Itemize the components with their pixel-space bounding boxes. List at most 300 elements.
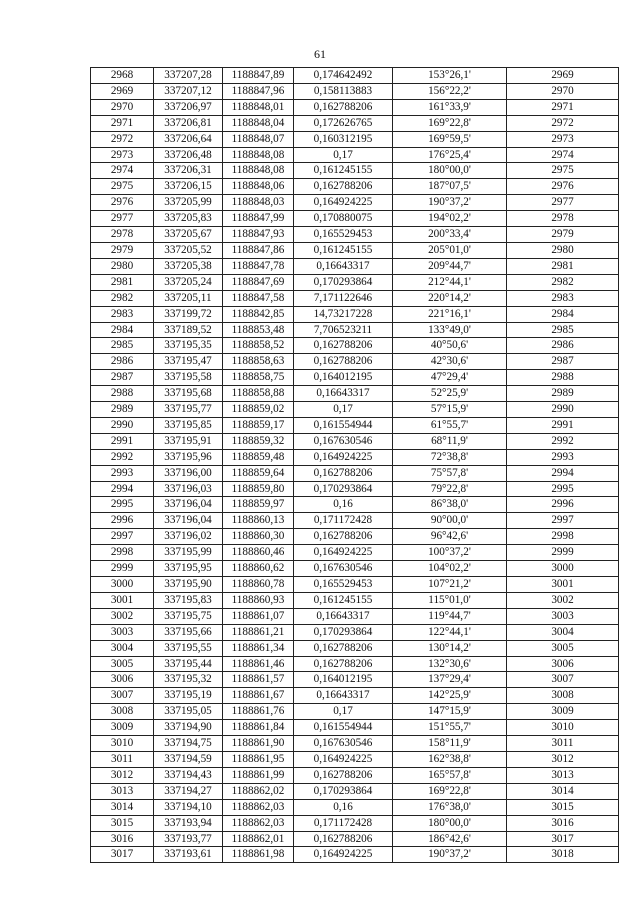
distance-cell: 0,162788206 bbox=[294, 338, 393, 354]
direction-angle-cell: 122°44,1' bbox=[393, 624, 507, 640]
x-coordinate-cell: 337195,95 bbox=[154, 561, 223, 577]
y-coordinate-cell: 1188847,69 bbox=[223, 274, 294, 290]
distance-cell: 0,171172428 bbox=[294, 513, 393, 529]
next-point-cell: 2977 bbox=[507, 195, 619, 211]
table-row bbox=[91, 179, 619, 195]
distance-cell: 7,171122646 bbox=[294, 290, 393, 306]
x-coordinate-cell: 337207,12 bbox=[154, 83, 223, 99]
table-row bbox=[91, 656, 619, 672]
distance-cell: 0,17 bbox=[294, 704, 393, 720]
direction-angle-cell: 147°15,9' bbox=[393, 704, 507, 720]
x-coordinate-cell: 337199,72 bbox=[154, 306, 223, 322]
distance-cell: 0,164924225 bbox=[294, 449, 393, 465]
x-coordinate-cell: 337206,97 bbox=[154, 99, 223, 115]
x-coordinate-cell: 337196,03 bbox=[154, 481, 223, 497]
x-coordinate-cell: 337195,44 bbox=[154, 656, 223, 672]
x-coordinate-cell: 337195,91 bbox=[154, 433, 223, 449]
distance-cell: 7,706523211 bbox=[294, 322, 393, 338]
point-number-cell: 2985 bbox=[91, 338, 154, 354]
y-coordinate-cell: 1188853,48 bbox=[223, 322, 294, 338]
next-point-cell: 2978 bbox=[507, 211, 619, 227]
next-point-cell: 2984 bbox=[507, 306, 619, 322]
point-number-cell: 2995 bbox=[91, 497, 154, 513]
x-coordinate-cell: 337206,64 bbox=[154, 131, 223, 147]
direction-angle-cell: 162°38,8' bbox=[393, 751, 507, 767]
next-point-cell: 2994 bbox=[507, 465, 619, 481]
distance-cell: 0,164012195 bbox=[294, 672, 393, 688]
next-point-cell: 2980 bbox=[507, 242, 619, 258]
y-coordinate-cell: 1188861,34 bbox=[223, 640, 294, 656]
next-point-cell: 3009 bbox=[507, 704, 619, 720]
table-row bbox=[91, 672, 619, 688]
table-row bbox=[91, 322, 619, 338]
point-number-cell: 2989 bbox=[91, 402, 154, 418]
x-coordinate-cell: 337205,99 bbox=[154, 195, 223, 211]
distance-cell: 0,167630546 bbox=[294, 433, 393, 449]
table-row bbox=[91, 704, 619, 720]
direction-angle-cell: 190°37,2' bbox=[393, 847, 507, 863]
y-coordinate-cell: 1188860,62 bbox=[223, 561, 294, 577]
table-row bbox=[91, 306, 619, 322]
y-coordinate-cell: 1188847,78 bbox=[223, 258, 294, 274]
x-coordinate-cell: 337194,27 bbox=[154, 783, 223, 799]
direction-angle-cell: 72°38,8' bbox=[393, 449, 507, 465]
y-coordinate-cell: 1188860,93 bbox=[223, 592, 294, 608]
table-row bbox=[91, 561, 619, 577]
point-number-cell: 2970 bbox=[91, 99, 154, 115]
point-number-cell: 2981 bbox=[91, 274, 154, 290]
y-coordinate-cell: 1188862,03 bbox=[223, 815, 294, 831]
distance-cell: 0,162788206 bbox=[294, 465, 393, 481]
next-point-cell: 2983 bbox=[507, 290, 619, 306]
table-row bbox=[91, 338, 619, 354]
next-point-cell: 2993 bbox=[507, 449, 619, 465]
distance-cell: 0,161554944 bbox=[294, 417, 393, 433]
distance-cell: 0,17 bbox=[294, 147, 393, 163]
x-coordinate-cell: 337195,68 bbox=[154, 386, 223, 402]
next-point-cell: 2969 bbox=[507, 68, 619, 84]
y-coordinate-cell: 1188858,88 bbox=[223, 386, 294, 402]
distance-cell: 0,164924225 bbox=[294, 195, 393, 211]
y-coordinate-cell: 1188848,06 bbox=[223, 179, 294, 195]
y-coordinate-cell: 1188860,13 bbox=[223, 513, 294, 529]
table-row bbox=[91, 417, 619, 433]
y-coordinate-cell: 1188861,98 bbox=[223, 847, 294, 863]
distance-cell: 0,162788206 bbox=[294, 831, 393, 847]
point-number-cell: 3011 bbox=[91, 751, 154, 767]
distance-cell: 0,162788206 bbox=[294, 656, 393, 672]
y-coordinate-cell: 1188859,64 bbox=[223, 465, 294, 481]
direction-angle-cell: 86°38,0' bbox=[393, 497, 507, 513]
next-point-cell: 3018 bbox=[507, 847, 619, 863]
direction-angle-cell: 137°29,4' bbox=[393, 672, 507, 688]
direction-angle-cell: 47°29,4' bbox=[393, 370, 507, 386]
y-coordinate-cell: 1188861,67 bbox=[223, 688, 294, 704]
table-row bbox=[91, 274, 619, 290]
point-number-cell: 2968 bbox=[91, 68, 154, 84]
point-number-cell: 3002 bbox=[91, 608, 154, 624]
next-point-cell: 3001 bbox=[507, 577, 619, 593]
y-coordinate-cell: 1188860,46 bbox=[223, 545, 294, 561]
distance-cell: 0,172626765 bbox=[294, 115, 393, 131]
table-row bbox=[91, 290, 619, 306]
point-number-cell: 3010 bbox=[91, 736, 154, 752]
direction-angle-cell: 75°57,8' bbox=[393, 465, 507, 481]
direction-angle-cell: 200°33,4' bbox=[393, 227, 507, 243]
table-row bbox=[91, 497, 619, 513]
x-coordinate-cell: 337196,02 bbox=[154, 529, 223, 545]
point-number-cell: 2982 bbox=[91, 290, 154, 306]
distance-cell: 0,165529453 bbox=[294, 577, 393, 593]
next-point-cell: 2979 bbox=[507, 227, 619, 243]
y-coordinate-cell: 1188862,01 bbox=[223, 831, 294, 847]
distance-cell: 0,167630546 bbox=[294, 736, 393, 752]
direction-angle-cell: 209°44,7' bbox=[393, 258, 507, 274]
point-number-cell: 3012 bbox=[91, 767, 154, 783]
direction-angle-cell: 52°25,9' bbox=[393, 386, 507, 402]
next-point-cell: 2986 bbox=[507, 338, 619, 354]
table-row bbox=[91, 783, 619, 799]
point-number-cell: 2990 bbox=[91, 417, 154, 433]
y-coordinate-cell: 1188859,97 bbox=[223, 497, 294, 513]
x-coordinate-cell: 337193,77 bbox=[154, 831, 223, 847]
point-number-cell: 3003 bbox=[91, 624, 154, 640]
x-coordinate-cell: 337205,24 bbox=[154, 274, 223, 290]
x-coordinate-cell: 337196,00 bbox=[154, 465, 223, 481]
direction-angle-cell: 151°55,7' bbox=[393, 720, 507, 736]
point-number-cell: 2997 bbox=[91, 529, 154, 545]
page-number: 61 bbox=[314, 47, 326, 61]
x-coordinate-cell: 337205,52 bbox=[154, 242, 223, 258]
y-coordinate-cell: 1188859,02 bbox=[223, 402, 294, 418]
x-coordinate-cell: 337196,04 bbox=[154, 513, 223, 529]
x-coordinate-cell: 337194,75 bbox=[154, 736, 223, 752]
next-point-cell: 3003 bbox=[507, 608, 619, 624]
direction-angle-cell: 42°30,6' bbox=[393, 354, 507, 370]
distance-cell: 0,16643317 bbox=[294, 258, 393, 274]
table-row bbox=[91, 68, 619, 84]
y-coordinate-cell: 1188848,07 bbox=[223, 131, 294, 147]
point-number-cell: 2976 bbox=[91, 195, 154, 211]
direction-angle-cell: 161°33,9' bbox=[393, 99, 507, 115]
distance-cell: 0,16643317 bbox=[294, 688, 393, 704]
y-coordinate-cell: 1188842,85 bbox=[223, 306, 294, 322]
distance-cell: 0,16 bbox=[294, 799, 393, 815]
y-coordinate-cell: 1188859,80 bbox=[223, 481, 294, 497]
table-row bbox=[91, 529, 619, 545]
next-point-cell: 3013 bbox=[507, 767, 619, 783]
table-row bbox=[91, 195, 619, 211]
distance-cell: 0,161245155 bbox=[294, 592, 393, 608]
next-point-cell: 3002 bbox=[507, 592, 619, 608]
distance-cell: 0,170293864 bbox=[294, 624, 393, 640]
y-coordinate-cell: 1188858,75 bbox=[223, 370, 294, 386]
direction-angle-cell: 180°00,0' bbox=[393, 815, 507, 831]
point-number-cell: 3015 bbox=[91, 815, 154, 831]
x-coordinate-cell: 337195,90 bbox=[154, 577, 223, 593]
next-point-cell: 2992 bbox=[507, 433, 619, 449]
distance-cell: 0,158113883 bbox=[294, 83, 393, 99]
direction-angle-cell: 180°00,0' bbox=[393, 163, 507, 179]
next-point-cell: 2991 bbox=[507, 417, 619, 433]
table-row bbox=[91, 640, 619, 656]
direction-angle-cell: 176°25,4' bbox=[393, 147, 507, 163]
direction-angle-cell: 40°50,6' bbox=[393, 338, 507, 354]
x-coordinate-cell: 337195,58 bbox=[154, 370, 223, 386]
point-number-cell: 2998 bbox=[91, 545, 154, 561]
table-row bbox=[91, 370, 619, 386]
x-coordinate-cell: 337195,35 bbox=[154, 338, 223, 354]
table-row bbox=[91, 577, 619, 593]
table-row bbox=[91, 831, 619, 847]
table-row bbox=[91, 624, 619, 640]
point-number-cell: 3017 bbox=[91, 847, 154, 863]
point-number-cell: 2975 bbox=[91, 179, 154, 195]
y-coordinate-cell: 1188859,17 bbox=[223, 417, 294, 433]
next-point-cell: 2981 bbox=[507, 258, 619, 274]
point-number-cell: 3006 bbox=[91, 672, 154, 688]
direction-angle-cell: 212°44,1' bbox=[393, 274, 507, 290]
x-coordinate-cell: 337205,11 bbox=[154, 290, 223, 306]
direction-angle-cell: 119°44,7' bbox=[393, 608, 507, 624]
distance-cell: 14,73217228 bbox=[294, 306, 393, 322]
direction-angle-cell: 194°02,2' bbox=[393, 211, 507, 227]
next-point-cell: 2990 bbox=[507, 402, 619, 418]
distance-cell: 0,165529453 bbox=[294, 227, 393, 243]
x-coordinate-cell: 337195,19 bbox=[154, 688, 223, 704]
table-row bbox=[91, 799, 619, 815]
y-coordinate-cell: 1188847,89 bbox=[223, 68, 294, 84]
direction-angle-cell: 104°02,2' bbox=[393, 561, 507, 577]
x-coordinate-cell: 337195,05 bbox=[154, 704, 223, 720]
x-coordinate-cell: 337195,55 bbox=[154, 640, 223, 656]
distance-cell: 0,174642492 bbox=[294, 68, 393, 84]
distance-cell: 0,162788206 bbox=[294, 767, 393, 783]
coordinates-table-body bbox=[91, 68, 619, 863]
distance-cell: 0,162788206 bbox=[294, 179, 393, 195]
point-number-cell: 2974 bbox=[91, 163, 154, 179]
direction-angle-cell: 190°37,2' bbox=[393, 195, 507, 211]
direction-angle-cell: 186°42,6' bbox=[393, 831, 507, 847]
direction-angle-cell: 176°38,0' bbox=[393, 799, 507, 815]
distance-cell: 0,161554944 bbox=[294, 720, 393, 736]
table-row bbox=[91, 767, 619, 783]
point-number-cell: 2991 bbox=[91, 433, 154, 449]
direction-angle-cell: 153°26,1' bbox=[393, 68, 507, 84]
x-coordinate-cell: 337195,99 bbox=[154, 545, 223, 561]
table-row bbox=[91, 354, 619, 370]
y-coordinate-cell: 1188861,21 bbox=[223, 624, 294, 640]
table-row bbox=[91, 720, 619, 736]
table-row bbox=[91, 545, 619, 561]
next-point-cell: 2988 bbox=[507, 370, 619, 386]
point-number-cell: 3007 bbox=[91, 688, 154, 704]
point-number-cell: 3004 bbox=[91, 640, 154, 656]
point-number-cell: 2999 bbox=[91, 561, 154, 577]
distance-cell: 0,16 bbox=[294, 497, 393, 513]
x-coordinate-cell: 337195,96 bbox=[154, 449, 223, 465]
next-point-cell: 3008 bbox=[507, 688, 619, 704]
table-row bbox=[91, 847, 619, 863]
y-coordinate-cell: 1188860,78 bbox=[223, 577, 294, 593]
x-coordinate-cell: 337194,10 bbox=[154, 799, 223, 815]
y-coordinate-cell: 1188848,03 bbox=[223, 195, 294, 211]
next-point-cell: 3000 bbox=[507, 561, 619, 577]
next-point-cell: 2972 bbox=[507, 115, 619, 131]
next-point-cell: 2998 bbox=[507, 529, 619, 545]
distance-cell: 0,161245155 bbox=[294, 242, 393, 258]
distance-cell: 0,160312195 bbox=[294, 131, 393, 147]
x-coordinate-cell: 337196,04 bbox=[154, 497, 223, 513]
table-row bbox=[91, 83, 619, 99]
direction-angle-cell: 57°15,9' bbox=[393, 402, 507, 418]
y-coordinate-cell: 1188848,08 bbox=[223, 163, 294, 179]
y-coordinate-cell: 1188847,58 bbox=[223, 290, 294, 306]
direction-angle-cell: 221°16,1' bbox=[393, 306, 507, 322]
x-coordinate-cell: 337205,67 bbox=[154, 227, 223, 243]
next-point-cell: 2987 bbox=[507, 354, 619, 370]
next-point-cell: 2971 bbox=[507, 99, 619, 115]
x-coordinate-cell: 337206,81 bbox=[154, 115, 223, 131]
point-number-cell: 2973 bbox=[91, 147, 154, 163]
next-point-cell: 2976 bbox=[507, 179, 619, 195]
table-row bbox=[91, 115, 619, 131]
next-point-cell: 2997 bbox=[507, 513, 619, 529]
table-row bbox=[91, 465, 619, 481]
x-coordinate-cell: 337194,59 bbox=[154, 751, 223, 767]
direction-angle-cell: 61°55,7' bbox=[393, 417, 507, 433]
next-point-cell: 3017 bbox=[507, 831, 619, 847]
direction-angle-cell: 169°59,5' bbox=[393, 131, 507, 147]
next-point-cell: 2985 bbox=[507, 322, 619, 338]
direction-angle-cell: 220°14,2' bbox=[393, 290, 507, 306]
y-coordinate-cell: 1188858,52 bbox=[223, 338, 294, 354]
y-coordinate-cell: 1188862,02 bbox=[223, 783, 294, 799]
direction-angle-cell: 68°11,9' bbox=[393, 433, 507, 449]
next-point-cell: 3012 bbox=[507, 751, 619, 767]
point-number-cell: 2993 bbox=[91, 465, 154, 481]
direction-angle-cell: 133°49,0' bbox=[393, 322, 507, 338]
next-point-cell: 3005 bbox=[507, 640, 619, 656]
table-row bbox=[91, 481, 619, 497]
point-number-cell: 2986 bbox=[91, 354, 154, 370]
point-number-cell: 2977 bbox=[91, 211, 154, 227]
y-coordinate-cell: 1188848,01 bbox=[223, 99, 294, 115]
distance-cell: 0,162788206 bbox=[294, 529, 393, 545]
table-row bbox=[91, 211, 619, 227]
point-number-cell: 3008 bbox=[91, 704, 154, 720]
x-coordinate-cell: 337189,52 bbox=[154, 322, 223, 338]
direction-angle-cell: 142°25,9' bbox=[393, 688, 507, 704]
next-point-cell: 2999 bbox=[507, 545, 619, 561]
next-point-cell: 2974 bbox=[507, 147, 619, 163]
y-coordinate-cell: 1188847,96 bbox=[223, 83, 294, 99]
distance-cell: 0,167630546 bbox=[294, 561, 393, 577]
direction-angle-cell: 156°22,2' bbox=[393, 83, 507, 99]
table-row bbox=[91, 592, 619, 608]
table-row bbox=[91, 449, 619, 465]
next-point-cell: 3004 bbox=[507, 624, 619, 640]
table-row bbox=[91, 147, 619, 163]
distance-cell: 0,162788206 bbox=[294, 640, 393, 656]
y-coordinate-cell: 1188861,76 bbox=[223, 704, 294, 720]
distance-cell: 0,164924225 bbox=[294, 545, 393, 561]
next-point-cell: 2970 bbox=[507, 83, 619, 99]
point-number-cell: 2971 bbox=[91, 115, 154, 131]
direction-angle-cell: 158°11,9' bbox=[393, 736, 507, 752]
coordinates-table bbox=[90, 67, 619, 863]
x-coordinate-cell: 337194,90 bbox=[154, 720, 223, 736]
y-coordinate-cell: 1188861,57 bbox=[223, 672, 294, 688]
point-number-cell: 2988 bbox=[91, 386, 154, 402]
y-coordinate-cell: 1188861,46 bbox=[223, 656, 294, 672]
point-number-cell: 2992 bbox=[91, 449, 154, 465]
point-number-cell: 2978 bbox=[91, 227, 154, 243]
x-coordinate-cell: 337207,28 bbox=[154, 68, 223, 84]
point-number-cell: 3013 bbox=[91, 783, 154, 799]
direction-angle-cell: 132°30,6' bbox=[393, 656, 507, 672]
direction-angle-cell: 90°00,0' bbox=[393, 513, 507, 529]
point-number-cell: 2994 bbox=[91, 481, 154, 497]
point-number-cell: 2972 bbox=[91, 131, 154, 147]
x-coordinate-cell: 337195,75 bbox=[154, 608, 223, 624]
y-coordinate-cell: 1188861,95 bbox=[223, 751, 294, 767]
distance-cell: 0,16643317 bbox=[294, 608, 393, 624]
next-point-cell: 3011 bbox=[507, 736, 619, 752]
x-coordinate-cell: 337193,94 bbox=[154, 815, 223, 831]
table-row bbox=[91, 386, 619, 402]
x-coordinate-cell: 337205,83 bbox=[154, 211, 223, 227]
y-coordinate-cell: 1188859,32 bbox=[223, 433, 294, 449]
distance-cell: 0,17 bbox=[294, 402, 393, 418]
x-coordinate-cell: 337206,15 bbox=[154, 179, 223, 195]
next-point-cell: 3006 bbox=[507, 656, 619, 672]
point-number-cell: 2980 bbox=[91, 258, 154, 274]
table-row bbox=[91, 242, 619, 258]
point-number-cell: 2987 bbox=[91, 370, 154, 386]
y-coordinate-cell: 1188861,99 bbox=[223, 767, 294, 783]
distance-cell: 0,170293864 bbox=[294, 783, 393, 799]
table-row bbox=[91, 815, 619, 831]
x-coordinate-cell: 337195,32 bbox=[154, 672, 223, 688]
next-point-cell: 3015 bbox=[507, 799, 619, 815]
y-coordinate-cell: 1188848,08 bbox=[223, 147, 294, 163]
direction-angle-cell: 79°22,8' bbox=[393, 481, 507, 497]
direction-angle-cell: 107°21,2' bbox=[393, 577, 507, 593]
y-coordinate-cell: 1188861,07 bbox=[223, 608, 294, 624]
table-row bbox=[91, 736, 619, 752]
next-point-cell: 2989 bbox=[507, 386, 619, 402]
next-point-cell: 2996 bbox=[507, 497, 619, 513]
table-row bbox=[91, 99, 619, 115]
direction-angle-cell: 165°57,8' bbox=[393, 767, 507, 783]
point-number-cell: 3014 bbox=[91, 799, 154, 815]
table-row bbox=[91, 608, 619, 624]
distance-cell: 0,170293864 bbox=[294, 274, 393, 290]
x-coordinate-cell: 337195,47 bbox=[154, 354, 223, 370]
distance-cell: 0,171172428 bbox=[294, 815, 393, 831]
x-coordinate-cell: 337195,77 bbox=[154, 402, 223, 418]
table-row bbox=[91, 688, 619, 704]
x-coordinate-cell: 337194,43 bbox=[154, 767, 223, 783]
point-number-cell: 3000 bbox=[91, 577, 154, 593]
y-coordinate-cell: 1188858,63 bbox=[223, 354, 294, 370]
x-coordinate-cell: 337206,31 bbox=[154, 163, 223, 179]
distance-cell: 0,164012195 bbox=[294, 370, 393, 386]
distance-cell: 0,162788206 bbox=[294, 354, 393, 370]
y-coordinate-cell: 1188848,04 bbox=[223, 115, 294, 131]
direction-angle-cell: 115°01,0' bbox=[393, 592, 507, 608]
